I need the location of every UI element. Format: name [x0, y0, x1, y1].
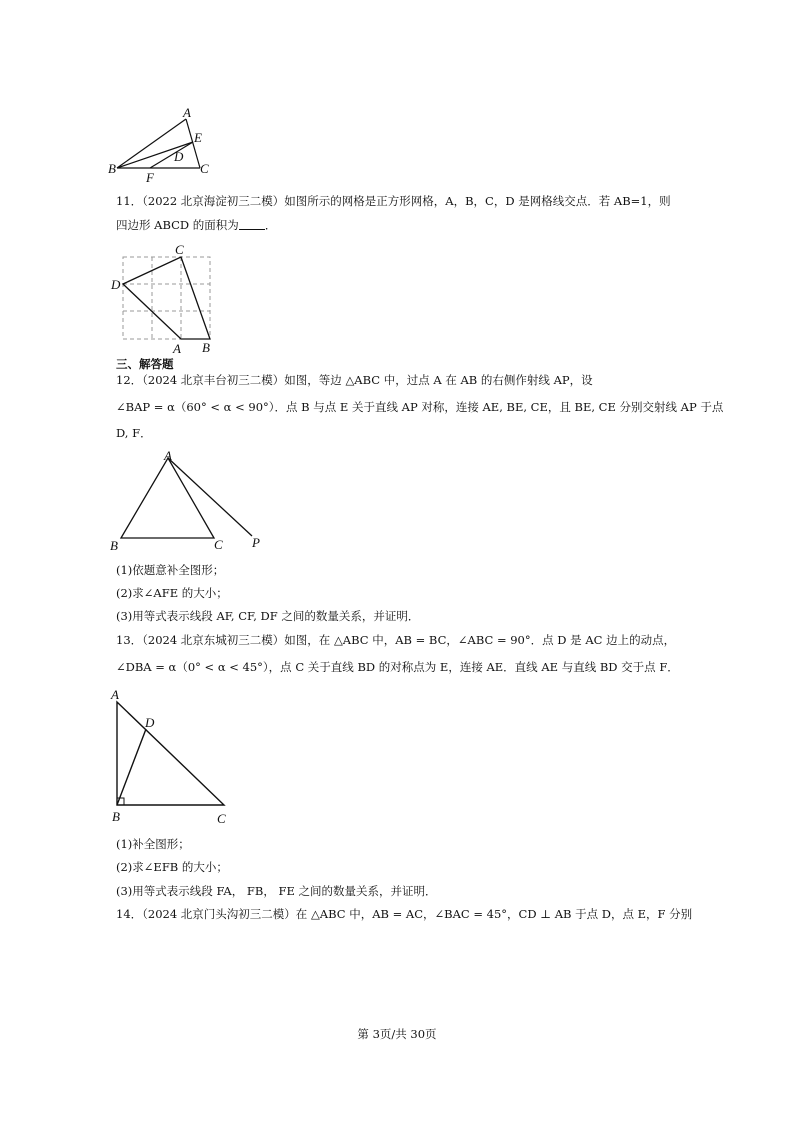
- q11-line2: [116, 217, 276, 233]
- figure-q13-triangle: [106, 684, 236, 829]
- label-b: B: [202, 340, 210, 355]
- label-f: F: [146, 170, 154, 184]
- q13-line1: 13．（2024 北京东城初三二模）如图，在 △ABC 中，AB = BC，∠ABC = 90°．点 D 是 AC 边上的动点，: [116, 633, 676, 647]
- label-b: B: [110, 538, 118, 552]
- label-e: E: [194, 130, 202, 145]
- answer-blank: [239, 217, 265, 230]
- label-c: C: [200, 161, 209, 176]
- q12-sub1: (1)依题意补全图形；: [116, 563, 225, 577]
- label-d: D: [111, 277, 121, 292]
- label-a: A: [111, 687, 119, 702]
- q14-line1: 14．（2024 北京门头沟初三二模）在 △ABC 中，AB = AC，∠BAC = 45°，CD ⊥ AB 于点 D，点 E，F 分别: [116, 907, 693, 921]
- label-p: P: [252, 535, 260, 550]
- q12-sub3: (3)用等式表示线段 AF, CF, DF 之间的数量关系，并证明．: [116, 609, 420, 623]
- label-b: B: [112, 809, 120, 824]
- q13-sub3: (3)用等式表示线段 FA， FB， FE 之间的数量关系，并证明．: [116, 884, 437, 898]
- label-a: A: [173, 341, 181, 356]
- label-c: C: [217, 811, 226, 826]
- q13-sub1: (1)补全图形；: [116, 837, 190, 851]
- page-footer: 第 3页/共 30页: [357, 1027, 437, 1041]
- label-a: A: [183, 105, 191, 120]
- section-title: 三、解答题: [116, 357, 174, 371]
- label-a: A: [164, 448, 172, 463]
- q13-line2: ∠DBA = α（0° < α < 45°），点 C 关于直线 BD 的对称点为 E，连接 AE．直线 AE 与直线 BD 交于点 F．: [116, 660, 679, 674]
- figure-q10-triangle: [108, 104, 228, 184]
- label-b: B: [108, 161, 116, 176]
- q11-line1: 11．（2022 北京海淀初三二模）如图所示的网格是正方形网格，A，B，C，D 是网格线交点．若 AB=1，则: [116, 194, 671, 208]
- label-c: C: [175, 242, 184, 257]
- label-d: D: [174, 149, 184, 164]
- q11-line2-end: ．: [264, 218, 277, 232]
- q12-line2: ∠BAP = α（60° < α < 90°）．点 B 与点 E 关于直线 AP 对称，连接 AE, BE, CE，且 BE, CE 分别交射线 AP 于点: [116, 400, 724, 414]
- q12-line3: D, F．: [116, 426, 152, 440]
- label-d: D: [145, 715, 155, 730]
- q11-line2-text: 四边形 ABCD 的面积为: [116, 218, 239, 232]
- q13-sub2: (2)求∠EFB 的大小；: [116, 860, 228, 874]
- label-c: C: [214, 537, 223, 552]
- q12-sub2: (2)求∠AFE 的大小；: [116, 586, 228, 600]
- figure-q12-triangle: [108, 448, 273, 552]
- q12-line1: 12．（2024 北京丰台初三二模）如图，等边 △ABC 中，过点 A 在 AB 的右侧作射线 AP，设: [116, 373, 593, 387]
- figure-q11-grid: [108, 242, 223, 356]
